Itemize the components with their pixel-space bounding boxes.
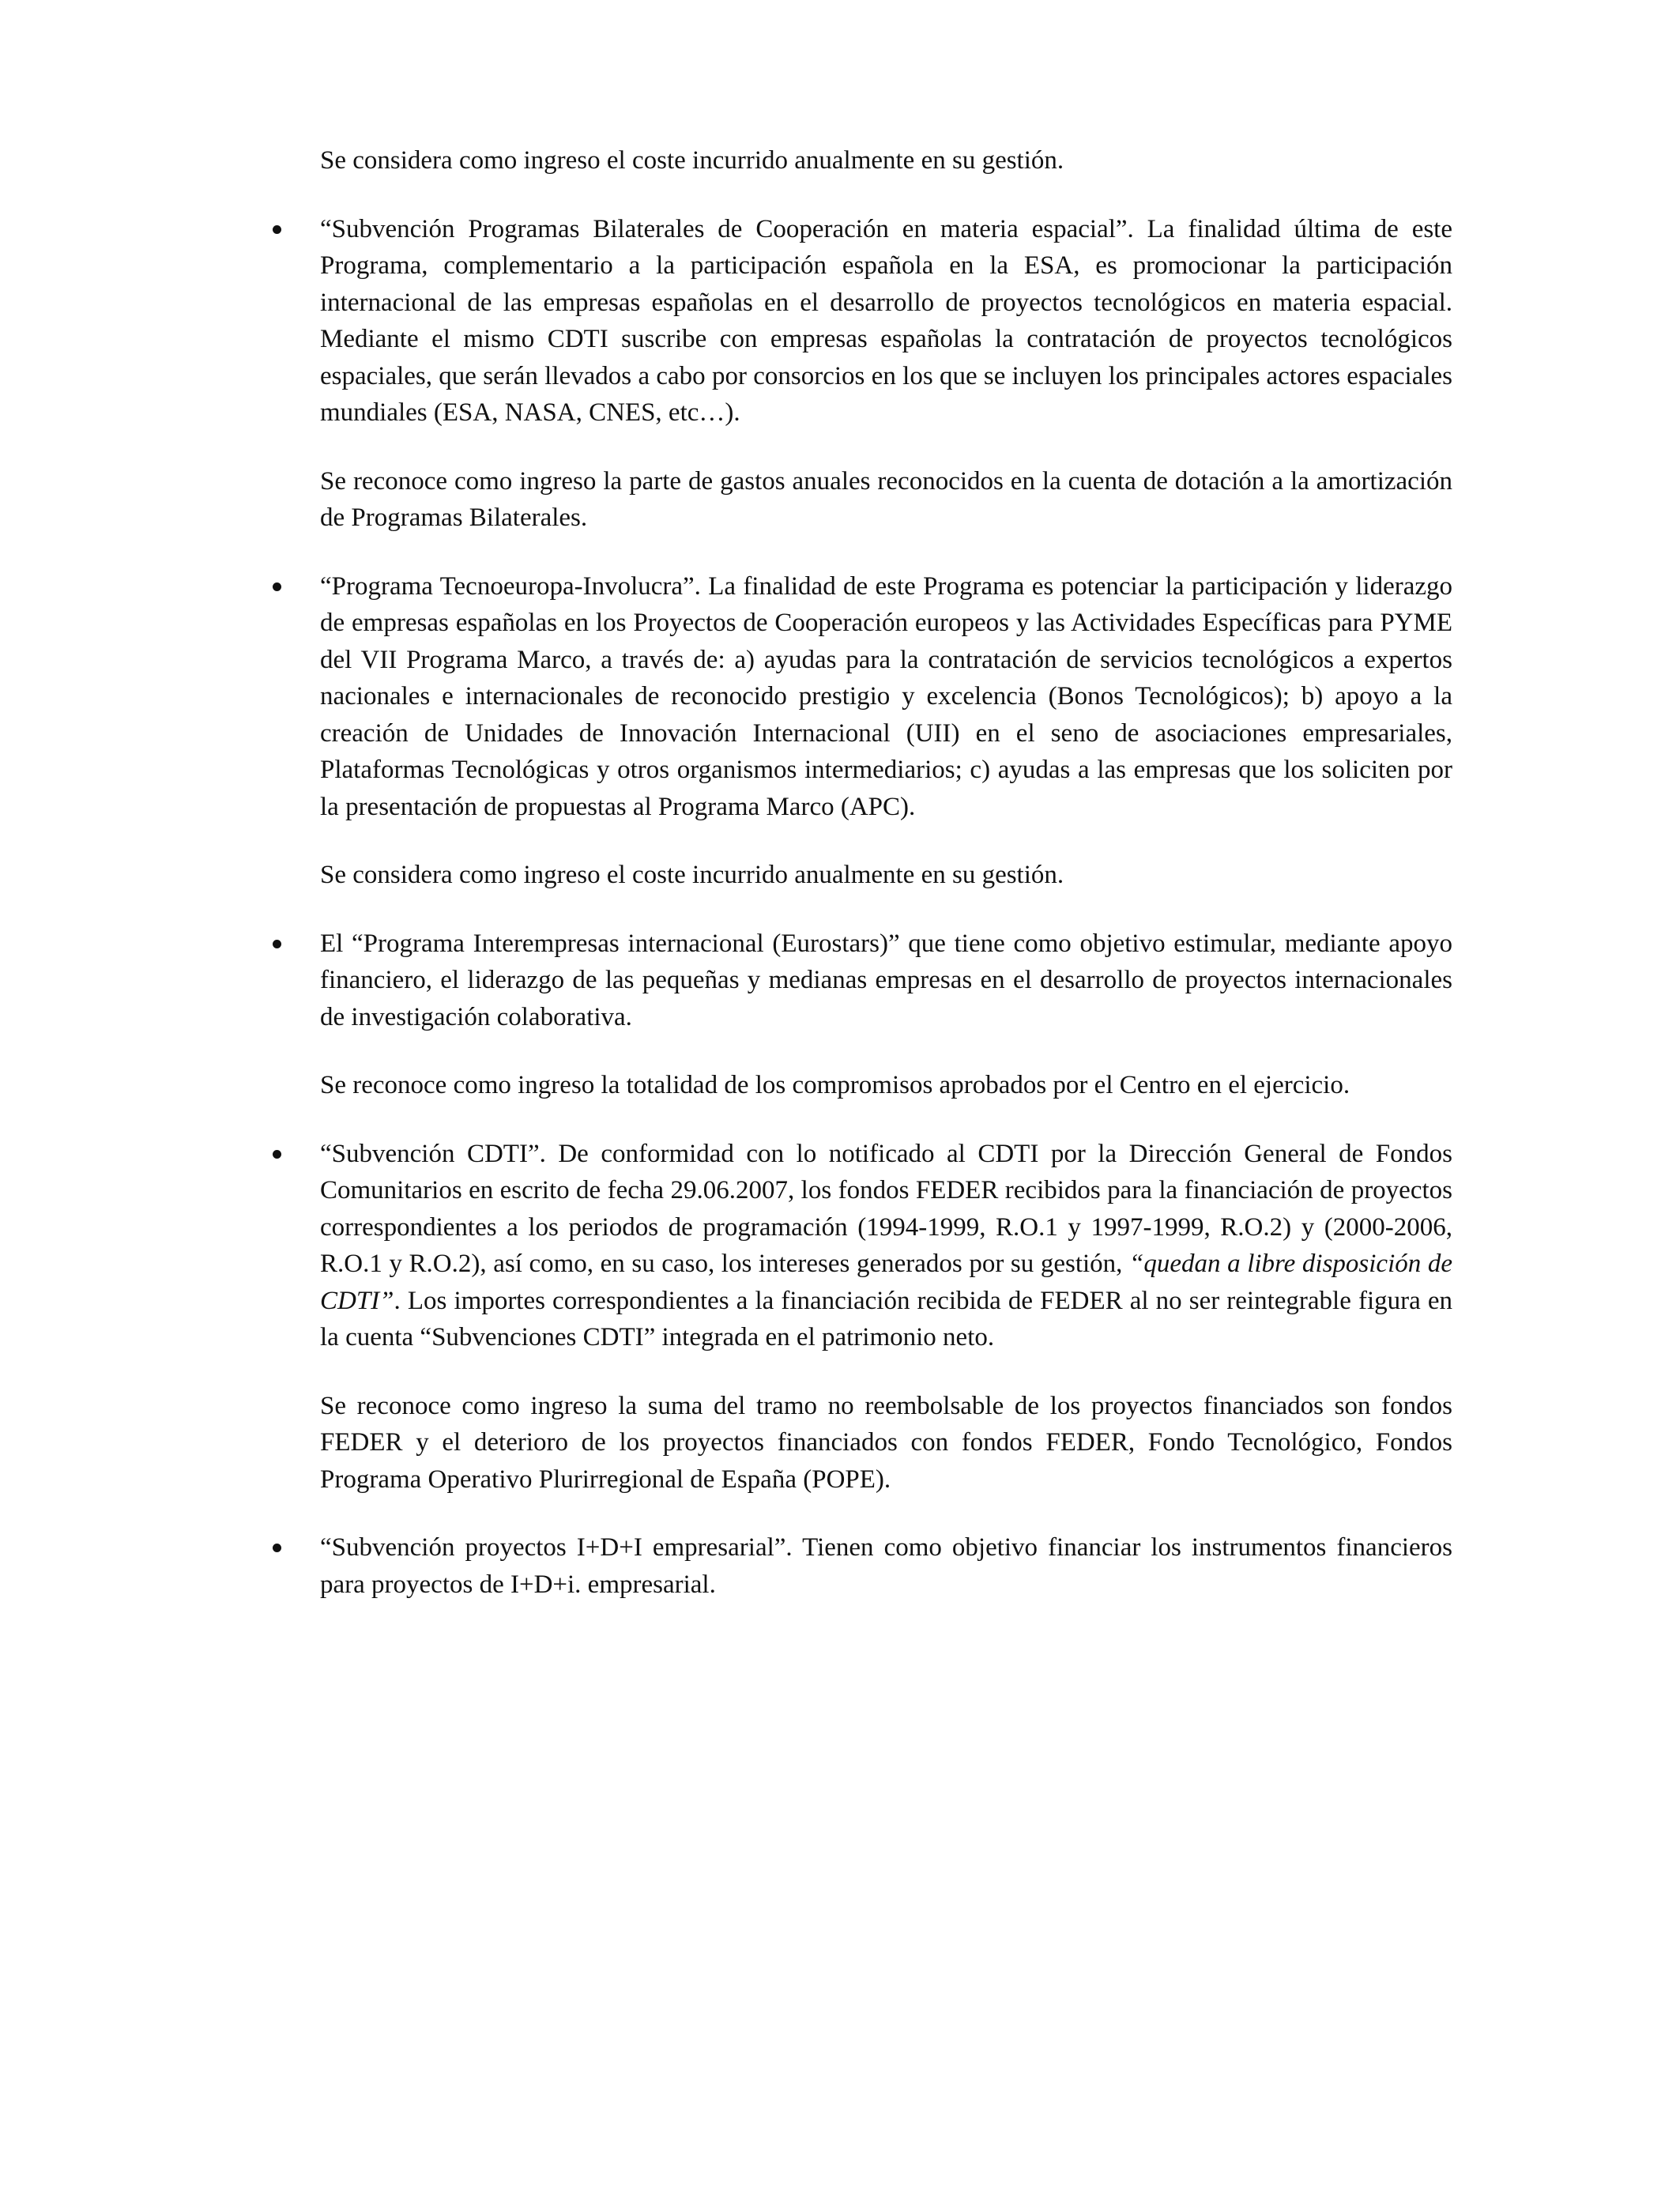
intro-note: Se considera como ingreso el coste incurrido anualmente en su gestión. <box>320 146 1064 175</box>
bullet-icon <box>273 582 281 591</box>
item-text-end: . Los importes correspondientes a la financiación recibida de FEDER al no ser reintegrable figura en la cuenta “Subvenciones CDTI” integrada en el patrimonio neto. <box>320 1286 1452 1351</box>
list-item-idi-empresarial <box>320 1529 1452 1603</box>
list-item-eurostars <box>320 925 1452 1104</box>
item-text: “Subvención Programas Bilaterales de Cooperación en materia espacial”. La finalidad última de este Programa, complementario a la participación española en la ESA, es promocionar la participación internacional de las empresas españolas en el desarrollo de proyectos tecnológicos en materia espacial. Mediante el mismo CDTI suscribe con empresas españolas la contratación de proyectos tecnológicos espaciales, que serán llevados a cabo por consorcios en los que se incluyen los principales actores espaciales mundiales (ESA, NASA, CNES, etc…). <box>320 214 1452 427</box>
list-item-tecnoeuropa <box>320 568 1452 894</box>
item-text: El “Programa Interempresas internacional (Eurostars)” que tiene como objetivo estimular, mediante apoyo financiero, el liderazgo de las pequeñas y medianas empresas en el desarrollo de proyectos internacionales de investigación colaborativa. <box>320 929 1452 1031</box>
bullet-icon <box>273 225 281 234</box>
item-text: “Subvención proyectos I+D+I empresarial”. Tienen como objetivo financiar los instrumentos financieros para proyectos de I+D+i. empresarial. <box>320 1533 1452 1599</box>
list-item-bilaterales <box>320 211 1452 537</box>
item-note: Se considera como ingreso el coste incurrido anualmente en su gestión. <box>320 861 1064 889</box>
item-note: Se reconoce como ingreso la parte de gastos anuales reconocidos en la cuenta de dotación a la amortización de Programas Bilaterales. <box>320 466 1452 532</box>
bullet-icon <box>273 1150 281 1159</box>
bullet-icon <box>273 1544 281 1552</box>
item-text-quote: “quedan a libre disposición de CDTI” <box>320 1250 1452 1315</box>
document-body <box>320 142 1452 1634</box>
item-note: Se reconoce como ingreso la totalidad de los compromisos aprobados por el Centro en el ejercicio. <box>320 1071 1350 1099</box>
item-text-start: “Subvención CDTI”. De conformidad con lo notificado al CDTI por la Dirección General de Fondos Comunitarios en escrito de fecha 29.06.2007, los fondos FEDER recibidos para la financiación de proyectos correspondientes a los periodos de programación (1994-1999, R.O.1 y 1997-1999, R.O.2) y (2000-2006, R.O.1 y R.O.2), así como, en su caso, los intereses generados por su gestión, <box>320 1139 1452 1278</box>
list-item-cdti <box>320 1136 1452 1498</box>
item-text: “Programa Tecnoeuropa-Involucra”. La finalidad de este Programa es potenciar la participación y liderazgo de empresas españolas en los Proyectos de Cooperación europeos y las Actividades Específicas para PYME del VII Programa Marco, a través de: a) ayudas para la contratación de servicios tecnológicos a expertos nacionales e internacionales de reconocido prestigio y excelencia (Bonos Tecnológicos); b) apoyo a la creación de Unidades de Innovación Internacional (UII) en el seno de asociaciones empresariales, Plataformas Tecnológicas y otros organismos intermediarios; c) ayudas a las empresas que los soliciten por la presentación de propuestas al Programa Marco (APC). <box>320 571 1452 821</box>
bullet-icon <box>273 940 281 948</box>
item-text <box>320 1136 1452 1356</box>
item-note: Se reconoce como ingreso la suma del tramo no reembolsable de los proyectos financiados son fondos FEDER y el deterioro de los proyectos financiados con fondos FEDER, Fondo Tecnológico, Fondos Programa Operativo Plurirregional de España (POPE). <box>320 1391 1452 1494</box>
